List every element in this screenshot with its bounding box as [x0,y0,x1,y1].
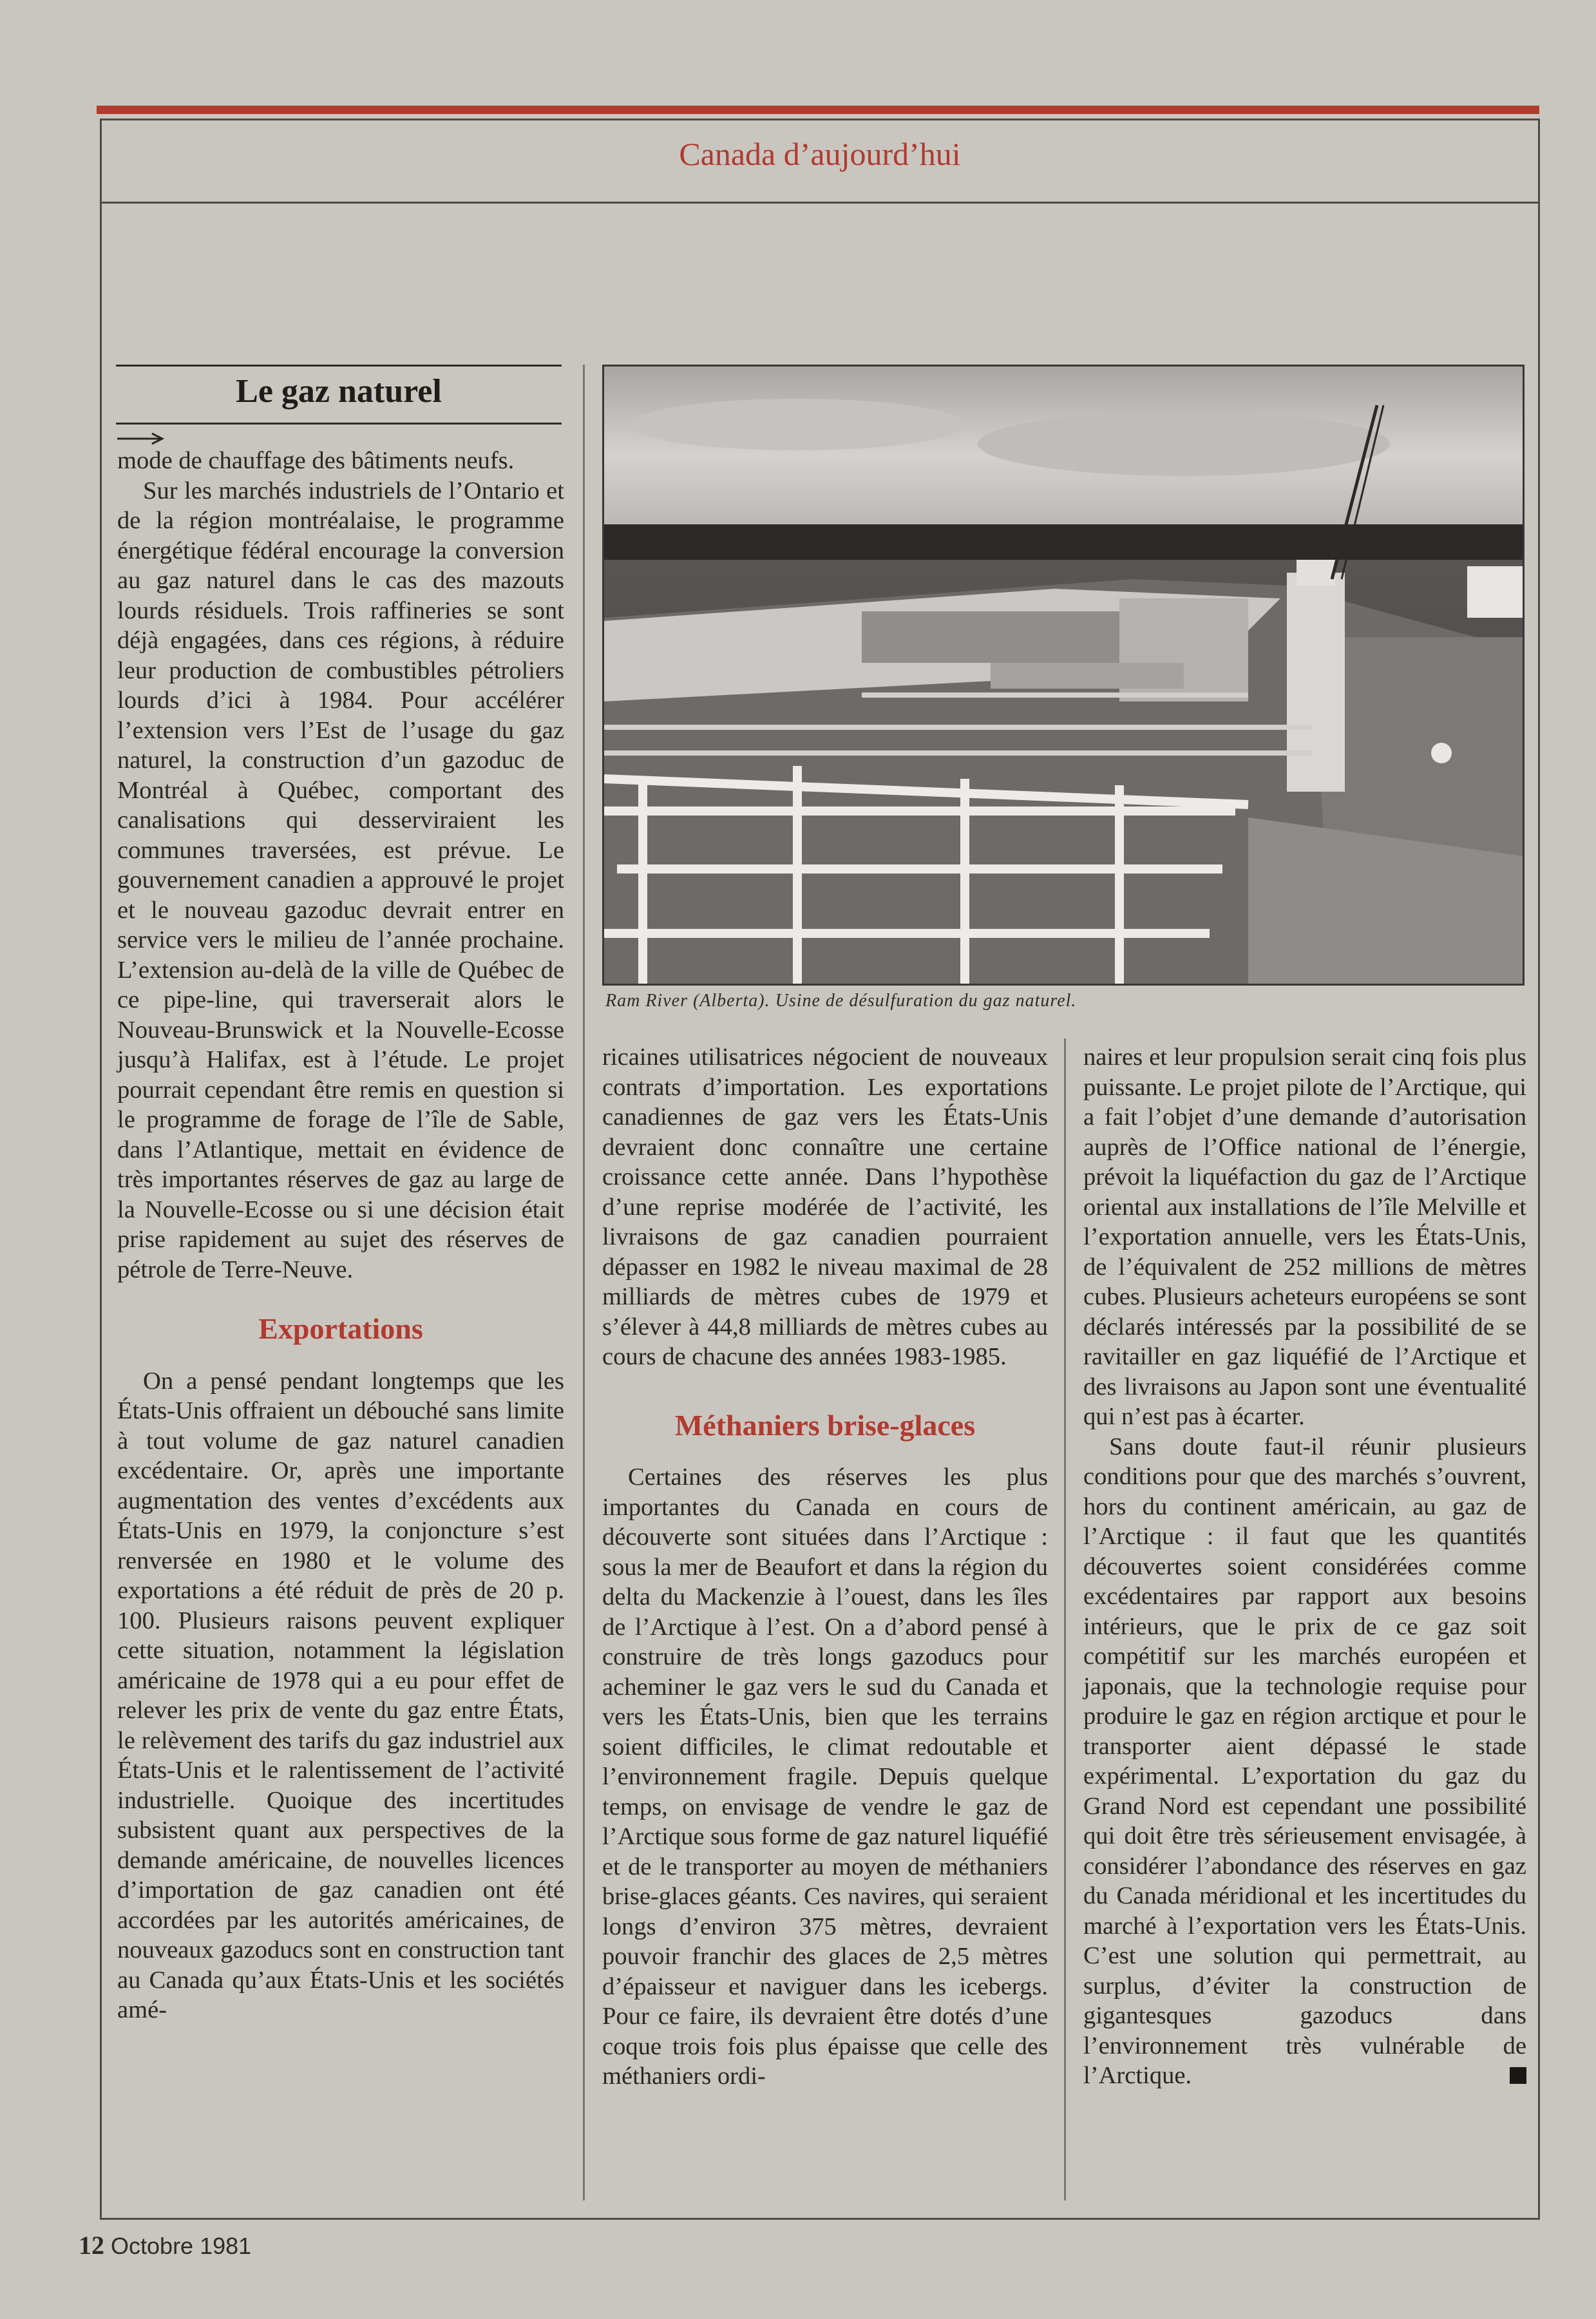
page-number: 12 [79,2231,104,2260]
col1-paragraph-3: On a pensé pendant longtemps que les États-Unis offraient un débouché sans limite à tout volume de gaz naturel canadien excédentaire. Or, après une importante augmentation des ventes d’excédents aux États-Unis en 1979, la conjoncture s’est renversée en 1980 et le volume des exportations a été réduit de près de 20 p. 100. Plusieurs raisons peuvent expliquer cette situation, notamment la législation américaine de 1978 qui a eu pour effet de relever les prix de vente du gaz entre États, le relèvement des tarifs du gaz industriel aux États-Unis et le ralentissement de l’activité industrielle. Quoique des incertitudes subsistent quant aux perspectives de la demande américaine, de nouvelles licences d’importation de gaz canadien ont été accordées par les autorités américaines, de nouveaux gazoducs sont en construction tant au Canada qu’aux États-Unis et les sociétés amé- [117,1367,564,2023]
photo-caption: Ram River (Alberta). Usine de désulfuration du gaz naturel. [605,991,1077,1011]
column-1 [117,446,564,2025]
end-of-article-mark [1510,2067,1526,2084]
column-rule-2 [1064,1038,1066,2200]
continuation-arrow-icon [116,430,167,447]
subhead-methaniers: Méthaniers brise-glaces [674,1408,976,1442]
column-rule-1 [583,365,585,2200]
col1-paragraph-1: mode de chauffage des bâtiments neufs. [117,447,515,474]
column-2 [602,1042,1048,2092]
header-separator [100,202,1540,204]
col1-paragraph-2: Sur les marchés industriels de l’Ontario et de la région montréalaise, le programme énergétique fédéral encourage la conversion au gaz naturel dans le cas des mazouts lourds résiduels. Trois raffineries se sont déjà engagées, dans ces régions, à réduire leur production de combustibles pétroliers lourds d’ici à 1984. Pour accélérer l’extension vers l’Est de l’usage du gaz naturel, la construction d’un gazoduc de Montréal à Québec, comportant des canalisations qui desserviraient les communes traversées, est prévue. Le gouvernement canadien a approuvé le projet et le nouveau gazoduc devrait entrer en service vers le milieu de l’année prochaine. L’extension au-delà de la ville de Québec de ce pipe-line, qui traverserait alors le Nouveau-Brunswick et la Nouvelle-Ecosse jusqu’à Halifax, est à l’étude. Le projet pourrait cependant être remis en question si le programme de forage de l’île de Sable, dans l’Atlantique, mettait en évidence de très importantes réserves de gaz au large de la Nouvelle-Ecosse ou si une décision était prise rapidement au sujet des réserves de pétrole de Terre-Neuve. [117,477,564,1283]
title-rule-bottom [116,423,562,425]
article-title: Le gaz naturel [236,373,442,410]
col3-paragraph-2 [1083,1432,1526,2091]
col2-paragraph-1: ricaines utilisatrices négocient de nouveaux contrats d’importation. Les exportations canadiennes de gaz vers les États-Unis devraient donc connaître une certaine croissance cette année. Dans l’hypothèse d’une reprise modérée de l’activité, les livraisons de gaz canadien pourraient dépasser en 1982 le niveau maximal de 28 milliards de mètres cubes de 1979 et s’élever à 44,8 milliards de mètres cubes au cours de chacune des années 1983-1985. [602,1044,1048,1370]
col3-paragraph-2-text: Sans doute faut-il réunir plusieurs conditions pour que des marchés s’ouvrent, hors du continent américain, au gaz de l’Arctique : il faut que les quantités découvertes soient considérées comme excédentaires par rapport aux besoins intérieurs, que le prix de ce gaz soit compétitif sur les marchés européen et japonais, que la technologie requise pour produire le gaz en région arctique et pour le transporter aient dépassé le stade expérimental. L’exportation du gaz du Grand Nord est cependant une possibilité qui doit être très sérieusement envisagée, à considérer l’abondance des réserves en gaz du Canada méridional et les incertitudes du marché à l’exportation vers les États-Unis. C’est une solution qui permettrait, au surplus, d’éviter la construction de gigantesques gazoducs dans l’environnement très vulnérable de l’Arctique. [1083,1433,1526,2089]
magazine-title: Canada d’aujourd’hui [679,136,961,172]
col2-paragraph-2: Certaines des réserves les plus importantes du Canada en cours de découverte sont situées dans l’Arctique : sous la mer de Beaufort et dans la région du delta du Mackenzie à l’ouest, dans les îles de l’Arctique à l’est. On a d’abord pensé à construire de très longs gazoducs pour acheminer le gaz vers le sud du Canada et vers les États-Unis, bien que les terrains soient difficiles, le climat redoutable et l’environnement fragile. Depuis quelque temps, on envisage de vendre le gaz de l’Arctique sous forme de gaz naturel liquéfié et de le transporter au moyen de méthaniers brise-glaces géants. Ces navires, qui seraient longs d’environ 375 mètres, devraient pouvoir franchir des glaces de 2,5 mètres d’épaisseur et naviguer dans les icebergs. Pour ce faire, ils devraient être dotés d’une coque trois fois plus épaisse que celle des méthaniers ordi- [602,1464,1048,2090]
issue-date: Octobre 1981 [111,2233,252,2259]
plant-photo [602,365,1525,986]
column-3 [1083,1042,1526,2091]
subhead-exportations: Exportations [258,1312,423,1345]
page-footer [79,2230,251,2260]
gas-plant-image [604,367,1523,984]
col3-paragraph-1: naires et leur propulsion serait cinq fois plus puissante. Le projet pilote de l’Arctique, qui a fait l’objet d’une demande d’autorisation auprès de l’Office national de l’énergie, prévoit la liquéfaction du gaz de l’Arctique oriental aux installations de l’île Melville et l’exportation annuelle, vers les États-Unis, de l’équivalent de 252 millions de mètres cubes. Plusieurs acheteurs européens se sont déclarés intéressés par la possibilité de se ravitailler en gaz liquéfié de l’Arctique et des livraisons au Japon sont une éventualité qui n’est pas à écarter. [1083,1044,1526,1430]
title-rule-top [116,365,562,367]
top-red-rule [97,106,1539,114]
